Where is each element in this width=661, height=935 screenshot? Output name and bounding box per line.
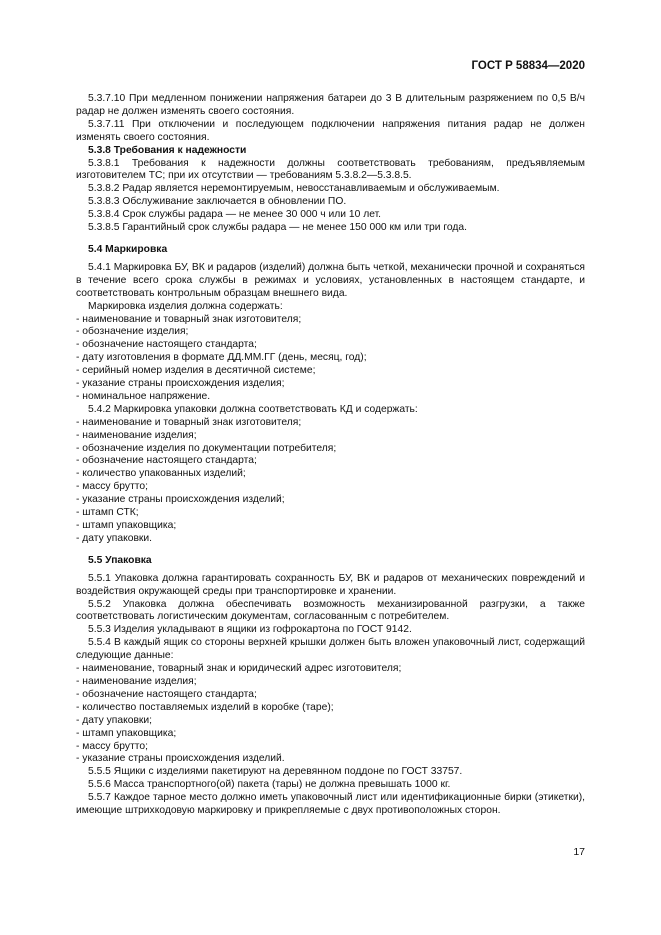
list-item: - дату упаковки.	[76, 533, 585, 546]
list-item: - серийный номер изделия в десятичной системе;	[76, 365, 585, 378]
list-item: - обозначение настоящего стандарта;	[76, 339, 585, 352]
list-item: - наименование и товарный знак изготовителя;	[76, 314, 585, 327]
paragraph-5-3-7-11: 5.3.7.11 При отключении и последующем подключении напряжения питания радар не должен изменять своего состояния.	[76, 118, 585, 143]
list-item: - номинальное напряжение.	[76, 391, 585, 404]
list-item: - массу брутто;	[76, 741, 585, 754]
paragraph-marking-intro: Маркировка изделия должна содержать:	[88, 300, 283, 312]
list-item: - количество поставляемых изделий в коробке (таре);	[76, 702, 585, 715]
package-list	[76, 417, 585, 546]
page-number: 17	[573, 846, 585, 858]
paragraph-5-3-8-4: 5.3.8.4 Срок службы радара — не менее 30 000 ч или 10 лет.	[88, 209, 382, 221]
paragraph-5-5-3: 5.5.3 Изделия укладывают в ящики из гофрокартона по ГОСТ 9142.	[88, 624, 412, 636]
list-item: - указание страны происхождения изделия;	[76, 378, 585, 391]
list-item: - обозначение изделия;	[76, 326, 585, 339]
paragraph-5-3-8-2: 5.3.8.2 Радар является неремонтируемым, невосстанавливаемым и обслуживаемым.	[88, 183, 500, 195]
heading-5-4: 5.4 Маркировка	[88, 243, 168, 255]
list-item: - дату изготовления в формате ДД.ММ.ГГ (день, месяц, год);	[76, 352, 585, 365]
list-item: - обозначение настоящего стандарта;	[76, 689, 585, 702]
list-item: - наименование и товарный знак изготовителя;	[76, 417, 585, 430]
list-item: - массу брутто;	[76, 481, 585, 494]
list-item: - указание страны происхождения изделий.	[76, 753, 585, 766]
list-item: - обозначение изделия по документации потребителя;	[76, 443, 585, 456]
paragraph-5-5-7: 5.5.7 Каждое тарное место должно иметь упаковочный лист или идентификационные бирки (этикетки), имеющие штрихкодовую маркировку и прикрепляемые с двух противоположных сторон.	[76, 792, 585, 817]
paragraph-5-4-2: 5.4.2 Маркировка упаковки должна соответствовать КД и содержать:	[88, 403, 418, 415]
packing-sheet-list	[76, 663, 585, 766]
paragraph-5-3-8-1: 5.3.8.1 Требования к надежности должны соответствовать требованиям, предъявляемым изготовителем ТС; при их отсутствии — требованиям 5.3.8.2—5.3.8.5.	[76, 157, 585, 182]
paragraph-5-3-8-5: 5.3.8.5 Гарантийный срок службы радара — не менее 150 000 км или три года.	[88, 222, 468, 234]
list-item: - штамп упаковщика;	[76, 728, 585, 741]
list-item: - наименование, товарный знак и юридический адрес изготовителя;	[76, 663, 585, 676]
paragraph-5-3-7-10: 5.3.7.10 При медленном понижении напряжения батареи до 3 В длительным разряжением по 0,5 В/ч радар не должен изменять своего состояния.	[76, 93, 585, 117]
paragraph-5-5-6: 5.5.6 Масса транспортного(ой) пакета (тары) не должна превышать 1000 кг.	[88, 779, 451, 791]
paragraph-5-5-4: 5.5.4 В каждый ящик со стороны верхней крышки должен быть вложен упаковочный лист, содержащий следующие данные:	[76, 637, 585, 662]
paragraph-5-4-1: 5.4.1 Маркировка БУ, ВК и радаров (изделий) должна быть четкой, механически прочной и сохраняться в течение всего срока службы в режимах и условиях, установленных в настоящем стандарте, и соответствовать контрольным образцам внешнего вида.	[76, 261, 585, 299]
paragraph-5-5-2: 5.5.2 Упаковка должна обеспечивать возможность механизированной разгрузки, а также соответствовать логистическим документам, согласованным с потребителем.	[76, 598, 585, 623]
list-item: - обозначение настоящего стандарта;	[76, 455, 585, 468]
list-item: - наименование изделия;	[76, 430, 585, 443]
paragraph-5-5-1: 5.5.1 Упаковка должна гарантировать сохранность БУ, ВК и радаров от механических повреждений и воздействия окружающей среды при транспортировке и хранении.	[76, 572, 585, 597]
document-header: ГОСТ Р 58834—2020	[471, 60, 585, 72]
list-item: - наименование изделия;	[76, 676, 585, 689]
list-item: - штамп упаковщика;	[76, 520, 585, 533]
list-item: - количество упакованных изделий;	[76, 468, 585, 481]
marking-list	[76, 314, 585, 404]
heading-5-5: 5.5 Упаковка	[88, 554, 152, 566]
document-body	[76, 93, 585, 818]
heading-5-3-8: 5.3.8 Требования к надежности	[88, 144, 247, 156]
paragraph-5-3-8-3: 5.3.8.3 Обслуживание заключается в обновлении ПО.	[88, 196, 347, 208]
list-item: - дату упаковки;	[76, 715, 585, 728]
paragraph-5-5-5: 5.5.5 Ящики с изделиями пакетируют на деревянном поддоне по ГОСТ 33757.	[88, 766, 463, 778]
list-item: - указание страны происхождения изделий;	[76, 494, 585, 507]
list-item: - штамп СТК;	[76, 507, 585, 520]
